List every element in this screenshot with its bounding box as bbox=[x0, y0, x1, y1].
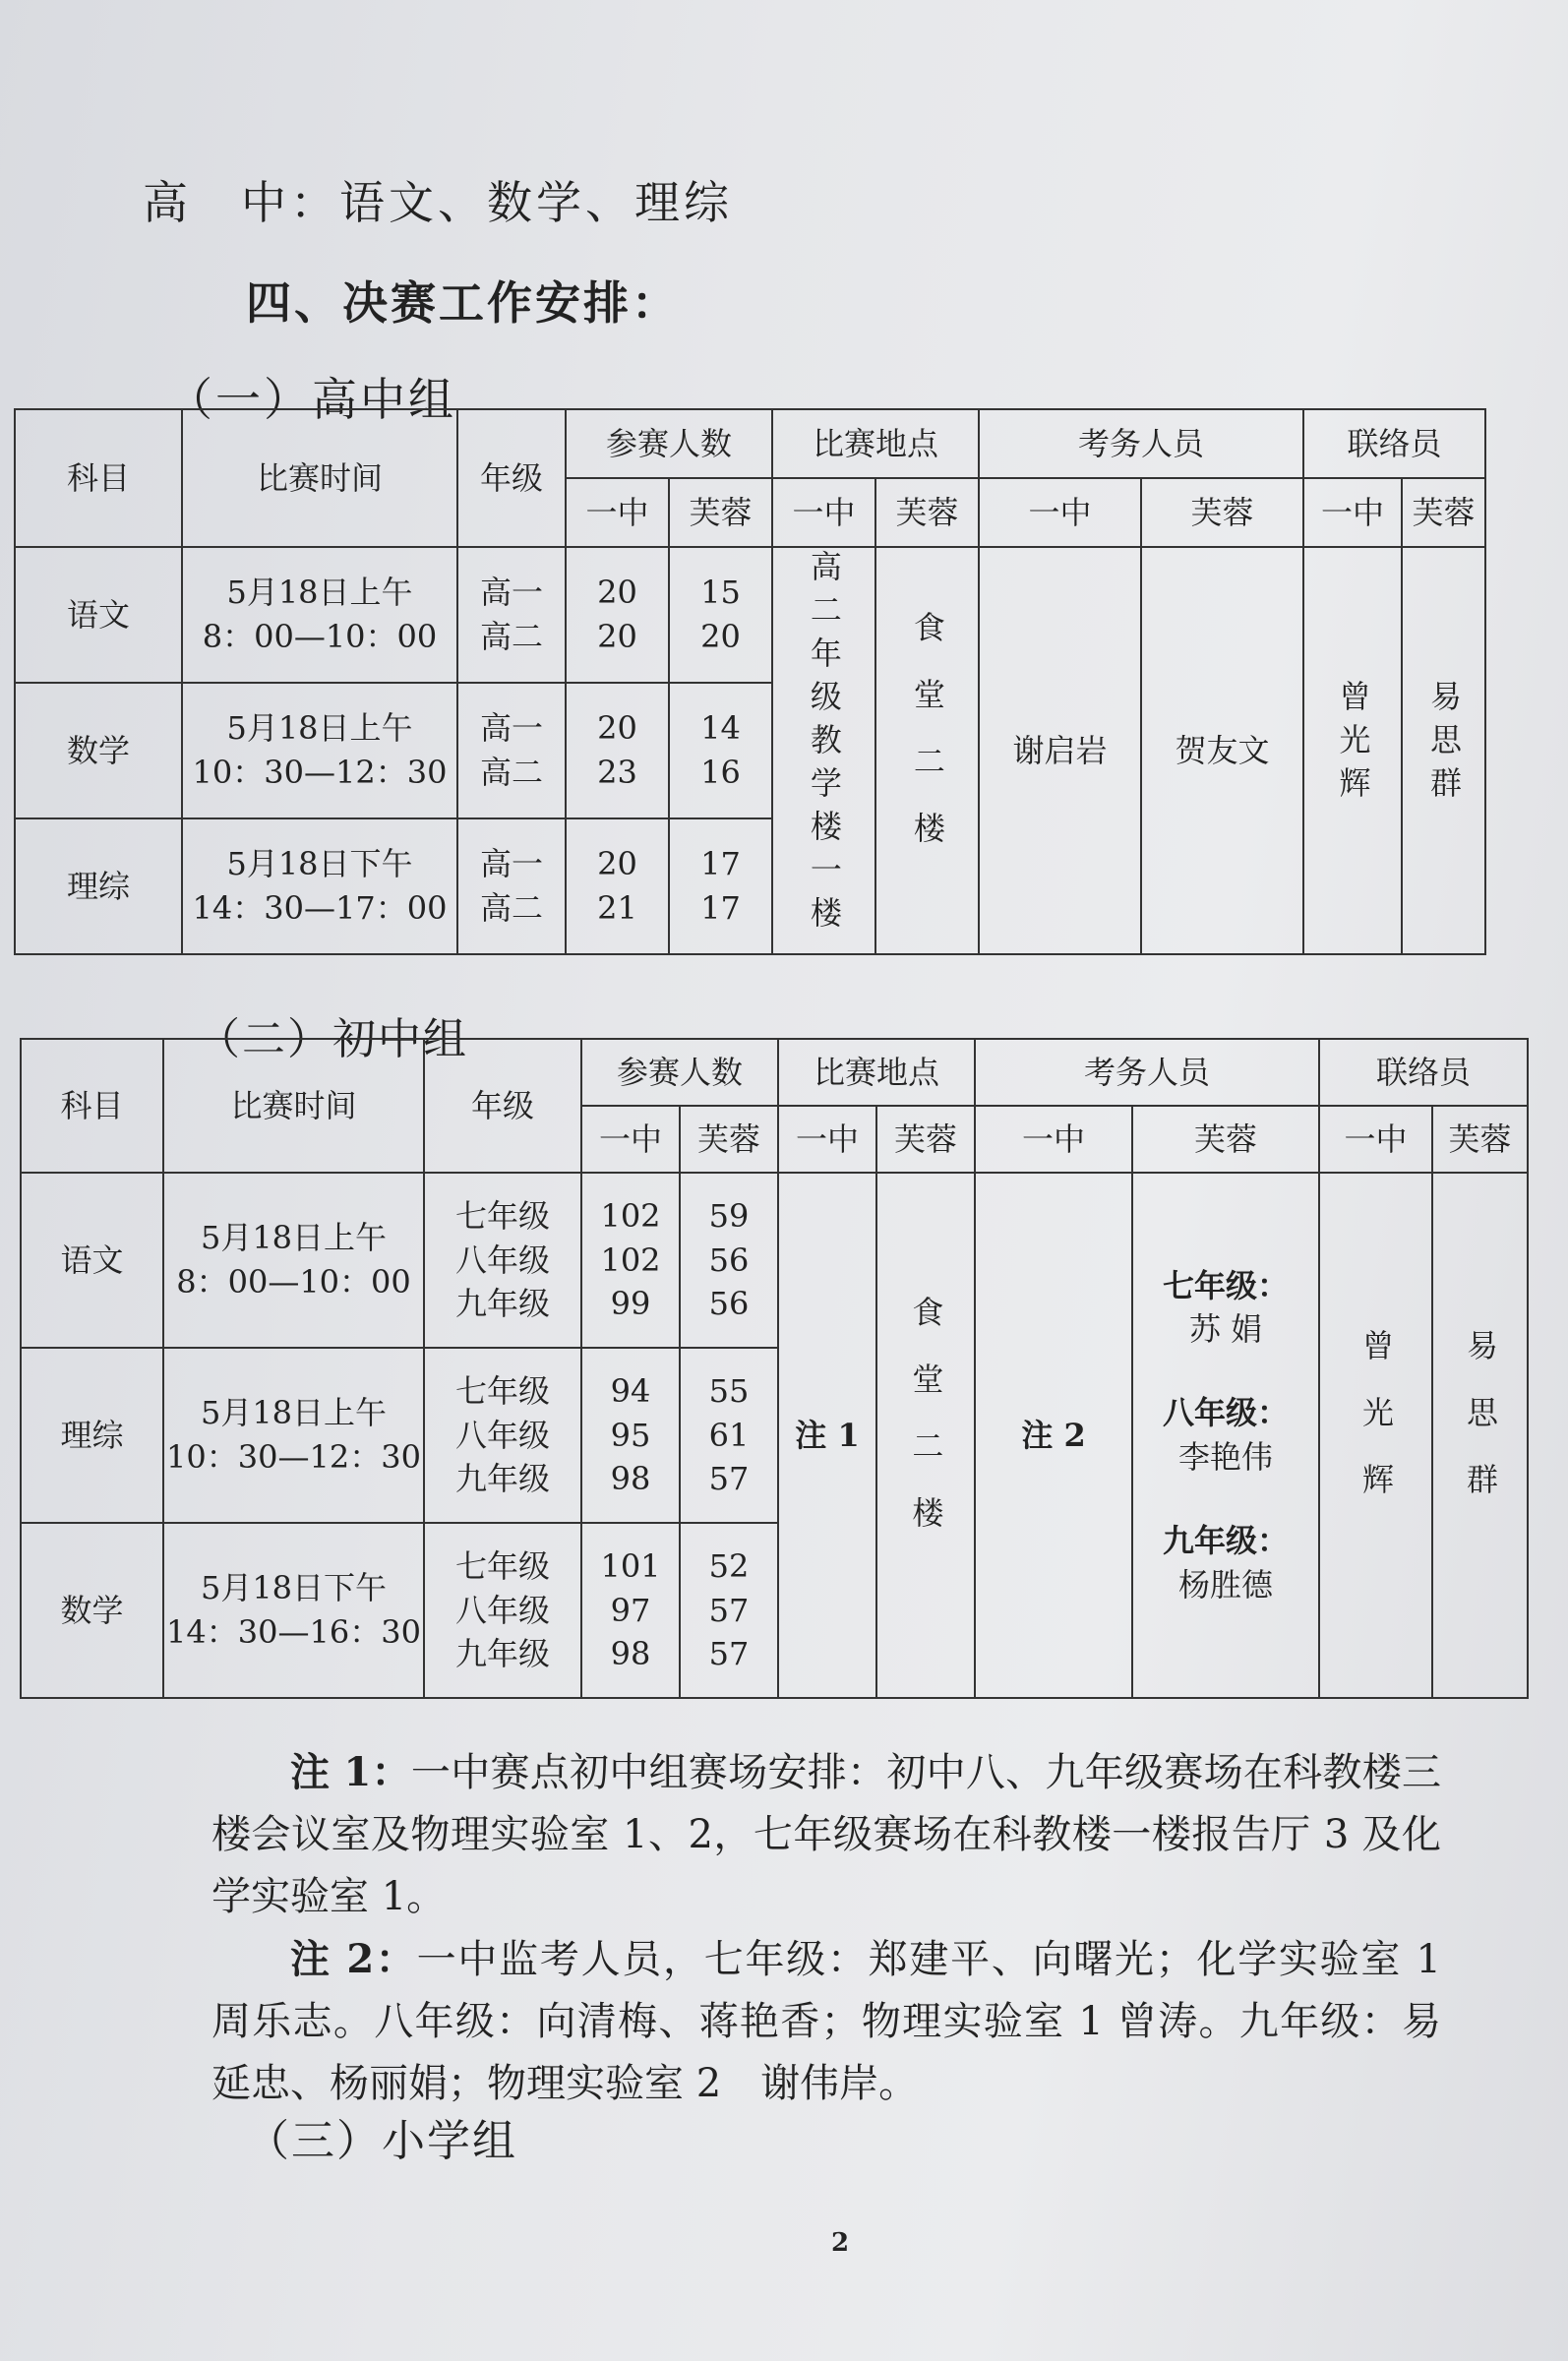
grade-text: 八年级 bbox=[454, 1241, 550, 1279]
high-school-table bbox=[14, 408, 1486, 955]
count-cell bbox=[581, 1348, 680, 1523]
header-subject: 科目 bbox=[21, 1039, 163, 1173]
grade-text: 七年级 bbox=[454, 1546, 550, 1585]
header-staff: 考务人员 bbox=[979, 409, 1303, 478]
header-participants: 参赛人数 bbox=[566, 409, 772, 478]
count-text: 52 bbox=[708, 1546, 750, 1585]
header-subject: 科目 bbox=[15, 409, 182, 547]
liaison-text: 曾光辉 bbox=[1334, 680, 1372, 811]
staff-name: 李艳伟 bbox=[1178, 1438, 1274, 1476]
staff-yizhong-cell: 注 2 bbox=[975, 1173, 1132, 1698]
header-time: 比赛时间 bbox=[182, 409, 457, 547]
grade-label: 八年级： bbox=[1163, 1394, 1290, 1432]
note-1 bbox=[211, 1741, 1441, 1928]
date-text: 5月18日上午 bbox=[226, 709, 413, 748]
primary-school-title: （三）小学组 bbox=[246, 2116, 517, 2166]
venue-yizhong-cell: 注 1 bbox=[778, 1173, 876, 1698]
subject-cell: 数学 bbox=[21, 1523, 163, 1698]
header-furong: 芙蓉 bbox=[669, 478, 772, 547]
header-grade: 年级 bbox=[457, 409, 566, 547]
count-text: 55 bbox=[708, 1371, 750, 1410]
notes-block bbox=[211, 1741, 1480, 2115]
liaison-yizhong-cell bbox=[1319, 1173, 1432, 1698]
count-text: 17 bbox=[700, 889, 741, 927]
grade-cell bbox=[457, 818, 566, 954]
high-school-title: （一）高中组 bbox=[167, 373, 456, 426]
time-text: 8：00—10：00 bbox=[202, 618, 438, 655]
header-grade: 年级 bbox=[424, 1039, 581, 1173]
date-text: 5月18日上午 bbox=[200, 1219, 388, 1257]
count-text: 56 bbox=[708, 1285, 750, 1323]
liaison-text: 曾光辉 bbox=[1357, 1329, 1395, 1531]
grade-cell bbox=[424, 1523, 581, 1698]
count-cell bbox=[669, 683, 772, 818]
count-text: 57 bbox=[708, 1635, 750, 1673]
time-cell bbox=[182, 818, 457, 954]
staff-furong-cell: 贺友文 bbox=[1141, 547, 1303, 954]
header-yizhong: 一中 bbox=[778, 1106, 876, 1173]
count-cell bbox=[669, 818, 772, 954]
count-text: 95 bbox=[610, 1416, 651, 1454]
grade-text: 七年级 bbox=[454, 1196, 550, 1235]
count-text: 20 bbox=[597, 845, 637, 883]
subject-cell: 理综 bbox=[15, 818, 182, 954]
header-yizhong: 一中 bbox=[566, 478, 669, 547]
count-text: 20 bbox=[597, 618, 637, 655]
venue-furong-cell bbox=[876, 1173, 975, 1698]
count-text: 15 bbox=[700, 574, 741, 612]
note-2 bbox=[211, 1928, 1480, 2115]
liaison-yizhong-cell bbox=[1303, 547, 1402, 954]
header-venue: 比赛地点 bbox=[772, 409, 979, 478]
time-cell bbox=[182, 547, 457, 683]
table-row bbox=[21, 1173, 1528, 1348]
header-yizhong: 一中 bbox=[581, 1106, 680, 1173]
header-yizhong: 一中 bbox=[975, 1106, 1132, 1173]
section-title: 四、决赛工作安排： bbox=[246, 276, 680, 330]
middle-school-table bbox=[20, 1038, 1529, 1699]
grade-text: 高二 bbox=[479, 618, 543, 655]
header-furong: 芙蓉 bbox=[680, 1106, 778, 1173]
time-cell bbox=[182, 683, 457, 818]
count-cell bbox=[581, 1173, 680, 1348]
header-yizhong: 一中 bbox=[1303, 478, 1402, 547]
subject-cell: 语文 bbox=[21, 1173, 163, 1348]
staff-name: 苏 娟 bbox=[1188, 1310, 1263, 1349]
header-yizhong: 一中 bbox=[1319, 1106, 1432, 1173]
time-cell bbox=[163, 1173, 424, 1348]
staff-furong-cell bbox=[1132, 1173, 1319, 1698]
header-venue: 比赛地点 bbox=[778, 1039, 975, 1106]
time-text: 14：30—16：30 bbox=[166, 1613, 421, 1651]
grade-text: 高二 bbox=[479, 754, 543, 791]
count-text: 59 bbox=[708, 1196, 750, 1235]
count-text: 16 bbox=[700, 754, 741, 791]
grade-text: 九年级 bbox=[454, 1460, 550, 1498]
venue-text: 食堂二楼 bbox=[908, 611, 946, 879]
grade-text: 高二 bbox=[479, 889, 543, 927]
count-text: 99 bbox=[610, 1285, 651, 1323]
middle-school-title: （二）初中组 bbox=[197, 1014, 468, 1064]
note-label: 注 2： bbox=[290, 1936, 417, 1982]
grade-cell bbox=[424, 1348, 581, 1523]
header-furong: 芙蓉 bbox=[1132, 1106, 1319, 1173]
count-text: 57 bbox=[708, 1460, 750, 1498]
count-text: 57 bbox=[708, 1591, 750, 1629]
count-cell bbox=[581, 1523, 680, 1698]
liaison-text: 易思群 bbox=[1461, 1329, 1499, 1531]
count-text: 20 bbox=[700, 618, 741, 655]
count-text: 14 bbox=[700, 709, 741, 748]
grade-text: 高一 bbox=[479, 709, 543, 748]
venue-text: 高二年级教学楼一楼 bbox=[805, 550, 843, 940]
count-text: 102 bbox=[600, 1241, 661, 1279]
count-text: 98 bbox=[610, 1460, 651, 1498]
grade-text: 九年级 bbox=[454, 1285, 550, 1323]
staff-yizhong-cell: 谢启岩 bbox=[979, 547, 1141, 954]
header-furong: 芙蓉 bbox=[1402, 478, 1485, 547]
header-staff: 考务人员 bbox=[975, 1039, 1319, 1106]
note-text: 一中赛点初中组赛场安排：初中八、九年级赛场在科教楼三楼会议室及物理实验室 1、2，七年级赛场在科教楼一楼报告厅 3 及化学实验室 1。 bbox=[211, 1750, 1442, 1919]
time-text: 8：00—10：00 bbox=[176, 1263, 411, 1301]
header-participants: 参赛人数 bbox=[581, 1039, 778, 1106]
grade-text: 八年级 bbox=[454, 1591, 550, 1629]
venue-yizhong-cell bbox=[772, 547, 875, 954]
grade-cell bbox=[424, 1173, 581, 1348]
header-yizhong: 一中 bbox=[979, 478, 1141, 547]
time-cell bbox=[163, 1348, 424, 1523]
count-cell bbox=[680, 1173, 778, 1348]
count-cell bbox=[680, 1523, 778, 1698]
grade-text: 高一 bbox=[479, 845, 543, 883]
heading-line: 高 中：语文、数学、理综 bbox=[143, 176, 733, 229]
subject-cell: 语文 bbox=[15, 547, 182, 683]
time-text: 14：30—17：00 bbox=[192, 889, 448, 927]
header-time: 比赛时间 bbox=[163, 1039, 424, 1173]
note-text: 一中监考人员，七年级：郑建平、向曙光；化学实验室 1 周乐志。八年级：向清梅、蒋艳香；物理实验室 1 曾涛。九年级：易延忠、杨丽娟；物理实验室 2 谢伟岸。 bbox=[211, 1937, 1480, 2106]
count-cell bbox=[680, 1348, 778, 1523]
header-liaison: 联络员 bbox=[1303, 409, 1485, 478]
venue-text: 食堂二楼 bbox=[907, 1296, 945, 1564]
grade-cell bbox=[457, 683, 566, 818]
venue-furong-cell bbox=[875, 547, 979, 954]
count-text: 20 bbox=[597, 709, 637, 748]
count-text: 21 bbox=[597, 889, 637, 927]
count-text: 101 bbox=[600, 1546, 661, 1585]
liaison-text: 易思群 bbox=[1424, 680, 1463, 811]
table-row bbox=[15, 547, 1485, 683]
grade-text: 七年级 bbox=[454, 1371, 550, 1410]
count-text: 94 bbox=[610, 1371, 651, 1410]
grade-text: 八年级 bbox=[454, 1416, 550, 1454]
date-text: 5月18日下午 bbox=[226, 845, 413, 883]
header-furong: 芙蓉 bbox=[1141, 478, 1303, 547]
subject-cell: 数学 bbox=[15, 683, 182, 818]
header-furong: 芙蓉 bbox=[875, 478, 979, 547]
note-label: 注 1： bbox=[290, 1749, 411, 1795]
count-text: 97 bbox=[610, 1591, 651, 1629]
page-number: 2 bbox=[831, 2228, 850, 2258]
count-text: 61 bbox=[708, 1416, 750, 1454]
liaison-furong-cell bbox=[1432, 1173, 1528, 1698]
grade-label: 七年级： bbox=[1163, 1266, 1290, 1304]
time-text: 10：30—12：30 bbox=[192, 754, 448, 791]
count-text: 20 bbox=[597, 574, 637, 612]
count-text: 17 bbox=[700, 845, 741, 883]
count-cell bbox=[566, 818, 669, 954]
count-text: 102 bbox=[600, 1196, 661, 1235]
subject-cell: 理综 bbox=[21, 1348, 163, 1523]
liaison-furong-cell bbox=[1402, 547, 1485, 954]
time-cell bbox=[163, 1523, 424, 1698]
date-text: 5月18日上午 bbox=[200, 1394, 388, 1432]
count-text: 56 bbox=[708, 1241, 750, 1279]
grade-cell bbox=[457, 547, 566, 683]
grade-text: 九年级 bbox=[454, 1635, 550, 1673]
grade-text: 高一 bbox=[479, 574, 543, 612]
date-text: 5月18日下午 bbox=[200, 1569, 388, 1607]
count-text: 98 bbox=[610, 1635, 651, 1673]
count-cell bbox=[669, 547, 772, 683]
grade-label: 九年级： bbox=[1163, 1521, 1290, 1559]
date-text: 5月18日上午 bbox=[226, 574, 413, 612]
staff-name: 杨胜德 bbox=[1178, 1565, 1274, 1604]
count-cell bbox=[566, 683, 669, 818]
header-furong: 芙蓉 bbox=[876, 1106, 975, 1173]
header-liaison: 联络员 bbox=[1319, 1039, 1528, 1106]
count-text: 23 bbox=[597, 754, 637, 791]
time-text: 10：30—12：30 bbox=[166, 1438, 421, 1476]
header-yizhong: 一中 bbox=[772, 478, 875, 547]
header-furong: 芙蓉 bbox=[1432, 1106, 1528, 1173]
count-cell bbox=[566, 547, 669, 683]
